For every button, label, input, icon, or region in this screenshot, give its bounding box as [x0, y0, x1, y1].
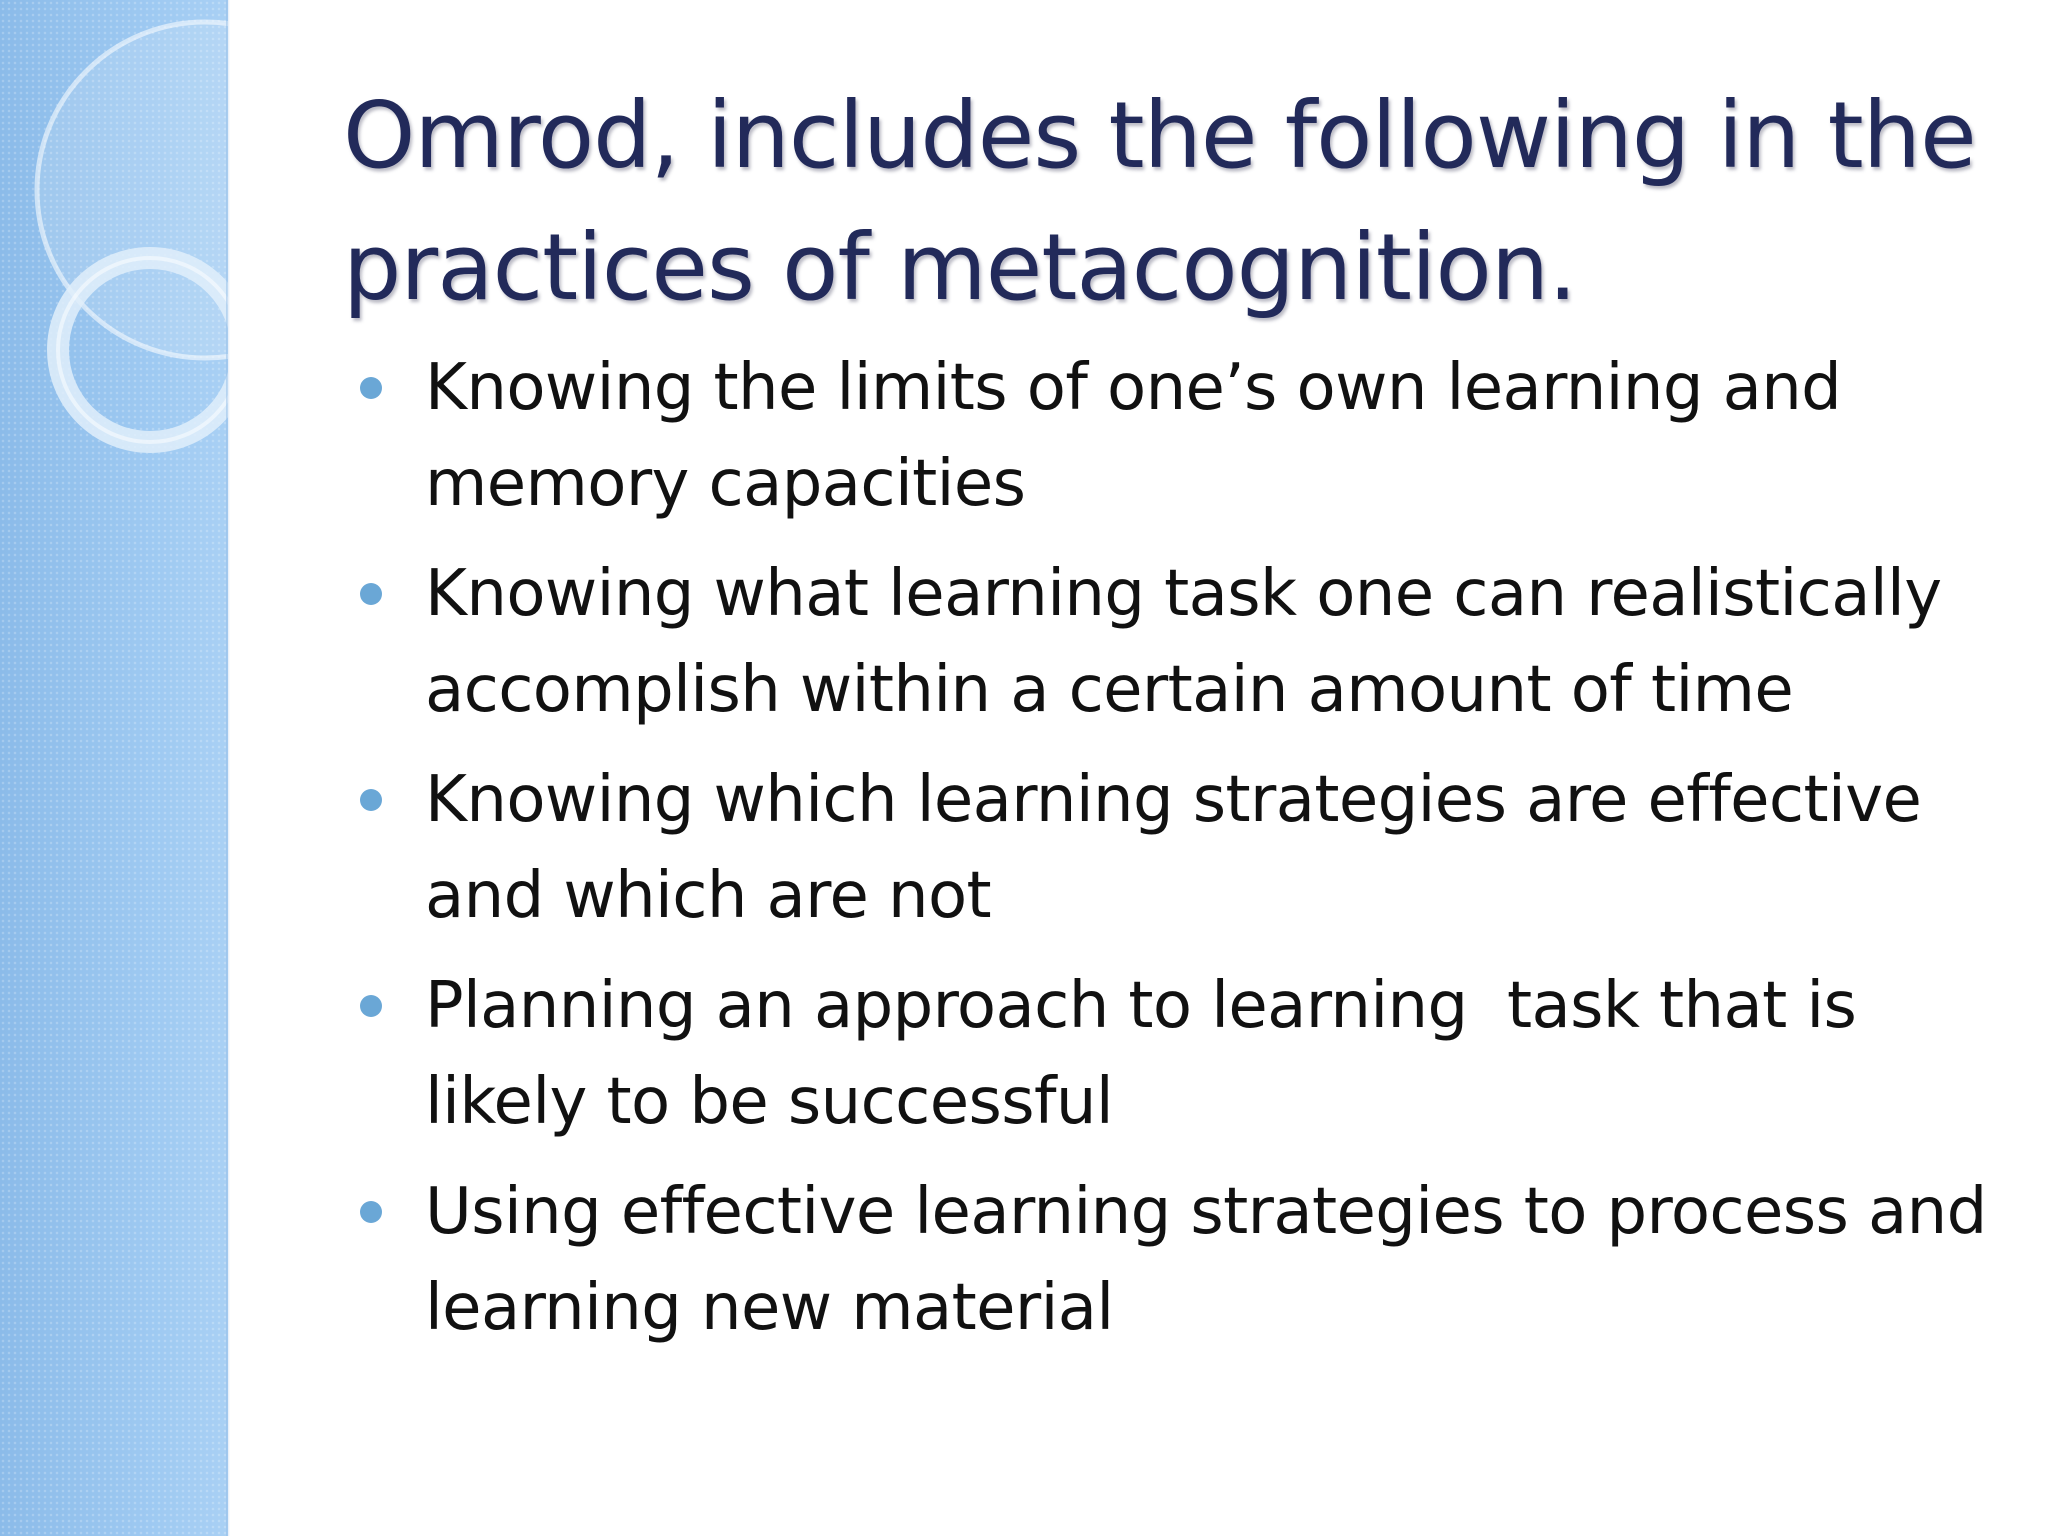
- bullet-dot-icon: [360, 377, 382, 399]
- slide-title: Omrod, includes the following in the practices of metacognition.: [343, 82, 1976, 321]
- bullet-dot-icon: [360, 1201, 382, 1223]
- side-band: [0, 0, 228, 1536]
- bullet-text: Knowing what learning task one can realistically accomplish within a certain amount of time: [425, 557, 1942, 727]
- bullet-text: Knowing the limits of one’s own learning and memory capacities: [425, 351, 1842, 521]
- bullet-text: Using effective learning strategies to process and learning new material: [425, 1175, 1987, 1345]
- bullet-item: [360, 546, 2000, 738]
- bullet-dot-icon: [360, 789, 382, 811]
- bullet-text: Planning an approach to learning task that is likely to be successful: [425, 969, 1877, 1139]
- bullet-item: [360, 340, 2000, 532]
- bullet-dot-icon: [360, 995, 382, 1017]
- bullet-item: [360, 1164, 2000, 1356]
- side-band-edge: [226, 0, 230, 1536]
- bullet-text: Knowing which learning strategies are effective and which are not: [425, 763, 1922, 933]
- bullet-item: [360, 958, 2000, 1150]
- bullet-list: [360, 340, 2000, 1370]
- bullet-dot-icon: [360, 583, 382, 605]
- bullet-item: [360, 752, 2000, 944]
- ring-decoration: [0, 0, 228, 520]
